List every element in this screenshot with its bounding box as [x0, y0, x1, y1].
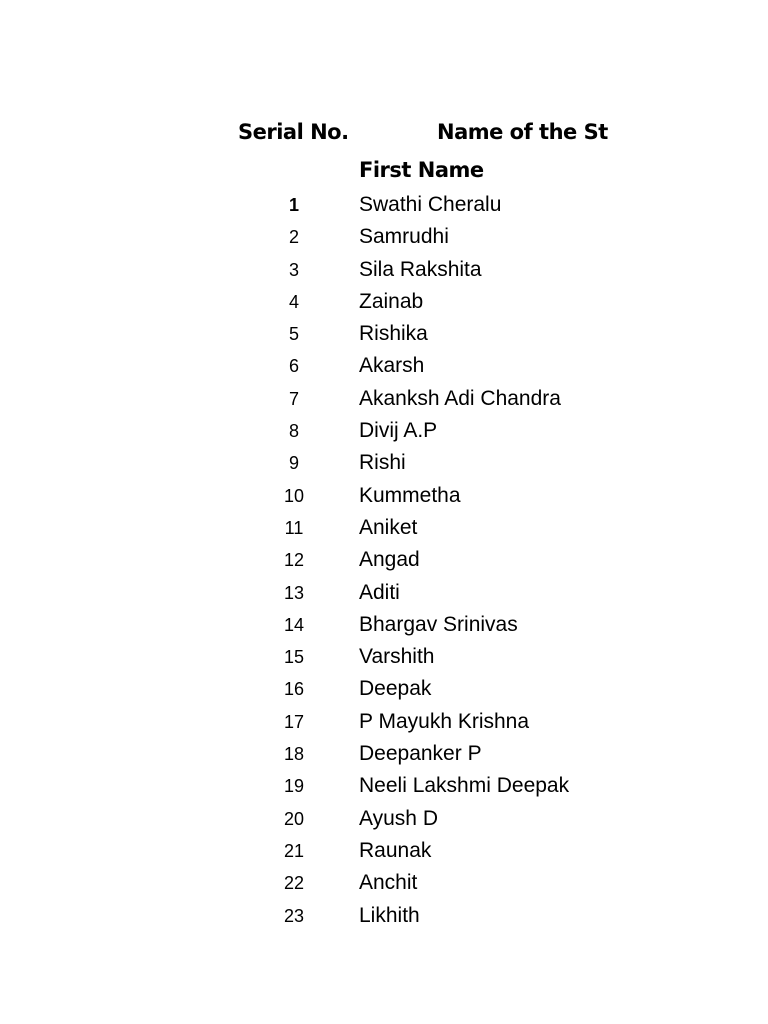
- serial-number-cell: 6: [288, 356, 299, 377]
- table-row: [0, 190, 768, 222]
- first-name-cell: Kummetha: [359, 483, 461, 507]
- table-row: [0, 416, 768, 448]
- serial-number-cell: 23: [283, 905, 305, 926]
- serial-number-header: Serial No.: [238, 120, 349, 144]
- table-row: [0, 836, 768, 868]
- serial-number-cell: 14: [283, 614, 305, 635]
- serial-number-cell: 18: [283, 744, 305, 765]
- table-row: [0, 222, 768, 254]
- table-row: [0, 448, 768, 480]
- serial-number-cell: 4: [288, 291, 299, 312]
- first-name-cell: Swathi Cheralu: [359, 193, 502, 216]
- first-name-cell: Akarsh: [359, 354, 425, 378]
- student-rows: [0, 190, 768, 933]
- table-row: [0, 319, 768, 351]
- first-name-cell: Divij A.P: [359, 419, 438, 443]
- first-name-cell: Sila Rakshita: [359, 257, 482, 281]
- table-row: [0, 545, 768, 577]
- first-name-cell: Likhith: [359, 903, 420, 927]
- serial-number-cell: 5: [288, 324, 299, 345]
- first-name-cell: Bhargav Srinivas: [359, 612, 518, 636]
- table-row: [0, 642, 768, 674]
- serial-number-cell: 8: [288, 421, 299, 442]
- serial-number-cell: 3: [288, 259, 299, 280]
- first-name-cell: Deepak: [359, 677, 432, 701]
- first-name-cell: Akanksh Adi Chandra: [359, 386, 561, 410]
- table-row: [0, 868, 768, 900]
- serial-number-cell: 1: [288, 195, 299, 215]
- first-name-cell: Raunak: [359, 838, 432, 862]
- table-row: [0, 255, 768, 287]
- table-row: [0, 674, 768, 706]
- first-name-cell: Aniket: [359, 515, 418, 539]
- table-row: [0, 513, 768, 545]
- first-name-cell: Zainab: [359, 289, 424, 313]
- table-row: [0, 481, 768, 513]
- first-name-cell: P Mayukh Krishna: [359, 709, 530, 733]
- serial-number-cell: 21: [283, 840, 305, 861]
- first-name-cell: Deepanker P: [359, 742, 482, 766]
- serial-number-cell: 19: [283, 776, 305, 797]
- serial-number-cell: 17: [283, 711, 305, 732]
- serial-number-cell: 12: [283, 550, 305, 571]
- serial-number-cell: 22: [283, 873, 305, 894]
- serial-number-cell: 11: [284, 517, 304, 538]
- table-row: [0, 351, 768, 383]
- first-name-cell: Varshith: [359, 645, 435, 669]
- first-name-cell: Ayush D: [359, 806, 438, 830]
- serial-number-cell: 20: [283, 808, 305, 829]
- serial-number-cell: 15: [283, 647, 305, 668]
- table-row: [0, 804, 768, 836]
- serial-number-cell: 16: [283, 679, 305, 700]
- serial-number-cell: 9: [288, 453, 299, 474]
- student-name-header: Name of the St: [437, 120, 608, 144]
- first-name-cell: Rishi: [359, 451, 406, 475]
- first-name-cell: Rishika: [359, 322, 428, 346]
- table-row: [0, 739, 768, 771]
- table-row: [0, 578, 768, 610]
- serial-number-cell: 7: [288, 388, 299, 409]
- first-name-cell: Anchit: [359, 871, 418, 895]
- table-row: [0, 384, 768, 416]
- table-row: [0, 901, 768, 933]
- serial-number-cell: 2: [288, 227, 299, 248]
- table-row: [0, 610, 768, 642]
- first-name-cell: Neeli Lakshmi Deepak: [359, 774, 570, 798]
- first-name-header: First Name: [359, 158, 484, 182]
- table-row: [0, 287, 768, 319]
- table-row: [0, 771, 768, 803]
- serial-number-cell: 10: [283, 485, 305, 506]
- first-name-cell: Samrudhi: [359, 225, 449, 249]
- first-name-cell: Aditi: [359, 580, 400, 604]
- serial-number-cell: 13: [283, 582, 305, 603]
- first-name-cell: Angad: [359, 548, 420, 572]
- table-row: [0, 707, 768, 739]
